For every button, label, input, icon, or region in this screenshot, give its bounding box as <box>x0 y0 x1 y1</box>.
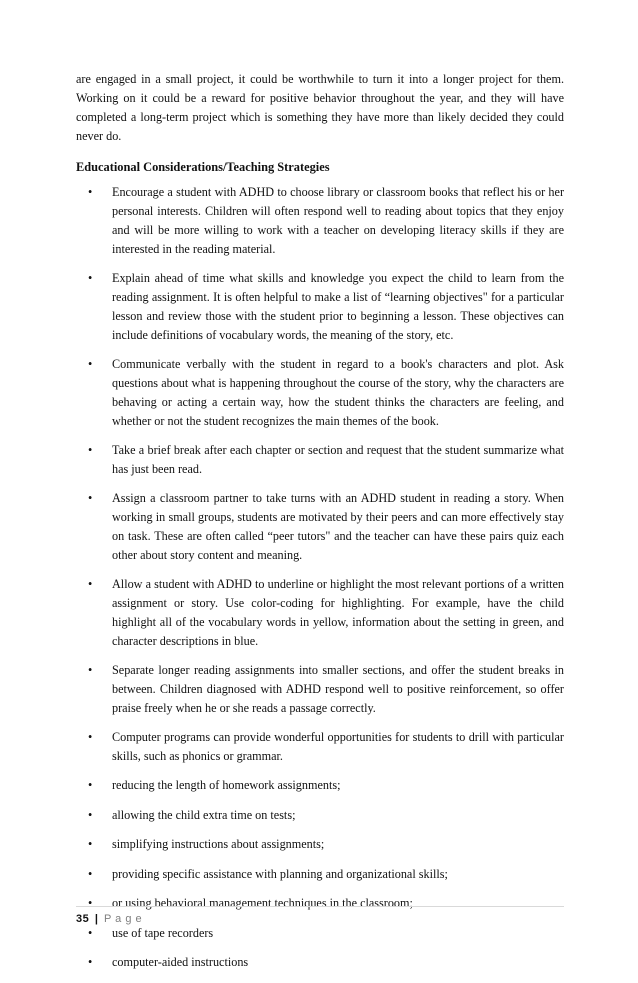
list-item-text: Take a brief break after each chapter or section and request that the student summarize what has just been read. <box>112 443 564 476</box>
bullet-icon: • <box>88 491 93 505</box>
bullet-icon: • <box>88 357 93 371</box>
list-item-text: use of tape recorders <box>112 925 214 940</box>
list-item-text: Allow a student with ADHD to underline or highlight the most relevant portions of a written assignment or story. Use color-coding for highlighting. For example, have the child highlight all of the vocabulary words in yellow, information about the setting in green, and character descriptions in blue. <box>112 577 564 648</box>
page-label: P a g e <box>103 913 143 925</box>
list-item <box>76 575 564 651</box>
list-item-text: Encourage a student with ADHD to choose library or classroom books that reflect his or her personal interests. Children will often respond well to reading about topics that they enjoy and will be more willing to work with a teacher on developing literacy skills if they are interested in the reading material. <box>112 185 564 256</box>
bullet-icon: • <box>88 185 93 199</box>
page-content <box>76 70 564 983</box>
list-item <box>76 728 564 766</box>
page-footer <box>76 906 564 925</box>
list-item-text: providing specific assistance with planning and organizational skills; <box>112 866 448 881</box>
bullet-icon: • <box>88 866 93 881</box>
list-item-text: computer-aided instructions <box>112 955 249 969</box>
bullet-icon: • <box>88 807 93 822</box>
list-item <box>76 661 564 718</box>
list-item <box>76 776 564 795</box>
bullet-icon: • <box>88 925 93 940</box>
list-item-text: Computer programs can provide wonderful opportunities for students to drill with particular skills, such as phonics or grammar. <box>112 730 564 763</box>
page-number: 35 <box>76 913 90 925</box>
bullet-icon: • <box>88 955 93 969</box>
list-item <box>76 441 564 479</box>
list-item-text: reducing the length of homework assignments; <box>112 778 341 792</box>
bullet-icon: • <box>88 896 93 910</box>
bullet-icon: • <box>88 837 93 851</box>
bullet-icon: • <box>88 730 93 744</box>
list-item <box>76 806 564 825</box>
strategy-list <box>76 183 564 972</box>
list-item <box>76 269 564 345</box>
list-item <box>76 835 564 854</box>
bullet-icon: • <box>88 663 93 677</box>
list-item-text: or using behavioral management techniques in the classroom; <box>112 896 413 910</box>
list-item-text: allowing the child extra time on tests; <box>112 807 296 822</box>
list-item-text: Separate longer reading assignments into smaller sections, and offer the student breaks in between. Children diagnosed with ADHD respond well to positive reinforcement, so offer praise freely when he or she reads a passage correctly. <box>112 663 564 715</box>
list-item <box>76 183 564 259</box>
list-item <box>76 953 564 972</box>
list-item-text: simplifying instructions about assignments; <box>112 837 325 851</box>
bullet-icon: • <box>88 778 93 792</box>
section-heading: Educational Considerations/Teaching Strategies <box>76 160 330 174</box>
footer-separator: | <box>94 913 99 925</box>
bullet-icon: • <box>88 577 93 591</box>
bullet-icon: • <box>88 271 93 285</box>
list-item <box>76 489 564 565</box>
list-item <box>76 865 564 884</box>
list-item-text: Explain ahead of time what skills and knowledge you expect the child to learn from the reading assignment. It is often helpful to make a list of “learning objectives" for a particular lesson and review those with the student prior to beginning a lesson. These objectives can include definitions of vocabulary words, the meaning of the story, etc. <box>112 271 564 342</box>
list-item-text: Communicate verbally with the student in regard to a book's characters and plot. Ask questions about what is happening throughout the course of the story, why the characters are behaving or acting a certain way, how the student thinks the characters are feeling, and whether or not the student recognizes the main themes of the book. <box>112 357 564 428</box>
intro-paragraph: are engaged in a small project, it could be worthwhile to turn it into a longer project for them. Working on it could be a reward for positive behavior throughout the year, and they will have completed a long-term project which is something they have more than likely decided they could never do. <box>76 72 564 143</box>
list-item <box>76 924 564 943</box>
list-item <box>76 355 564 431</box>
list-item-text: Assign a classroom partner to take turns with an ADHD student in reading a story. When working in small groups, students are motivated by their peers and can more effectively stay on task. These are often called “peer tutors" and the teacher can have these pairs quiz each other about story content and meaning. <box>112 491 564 562</box>
bullet-icon: • <box>88 443 93 457</box>
